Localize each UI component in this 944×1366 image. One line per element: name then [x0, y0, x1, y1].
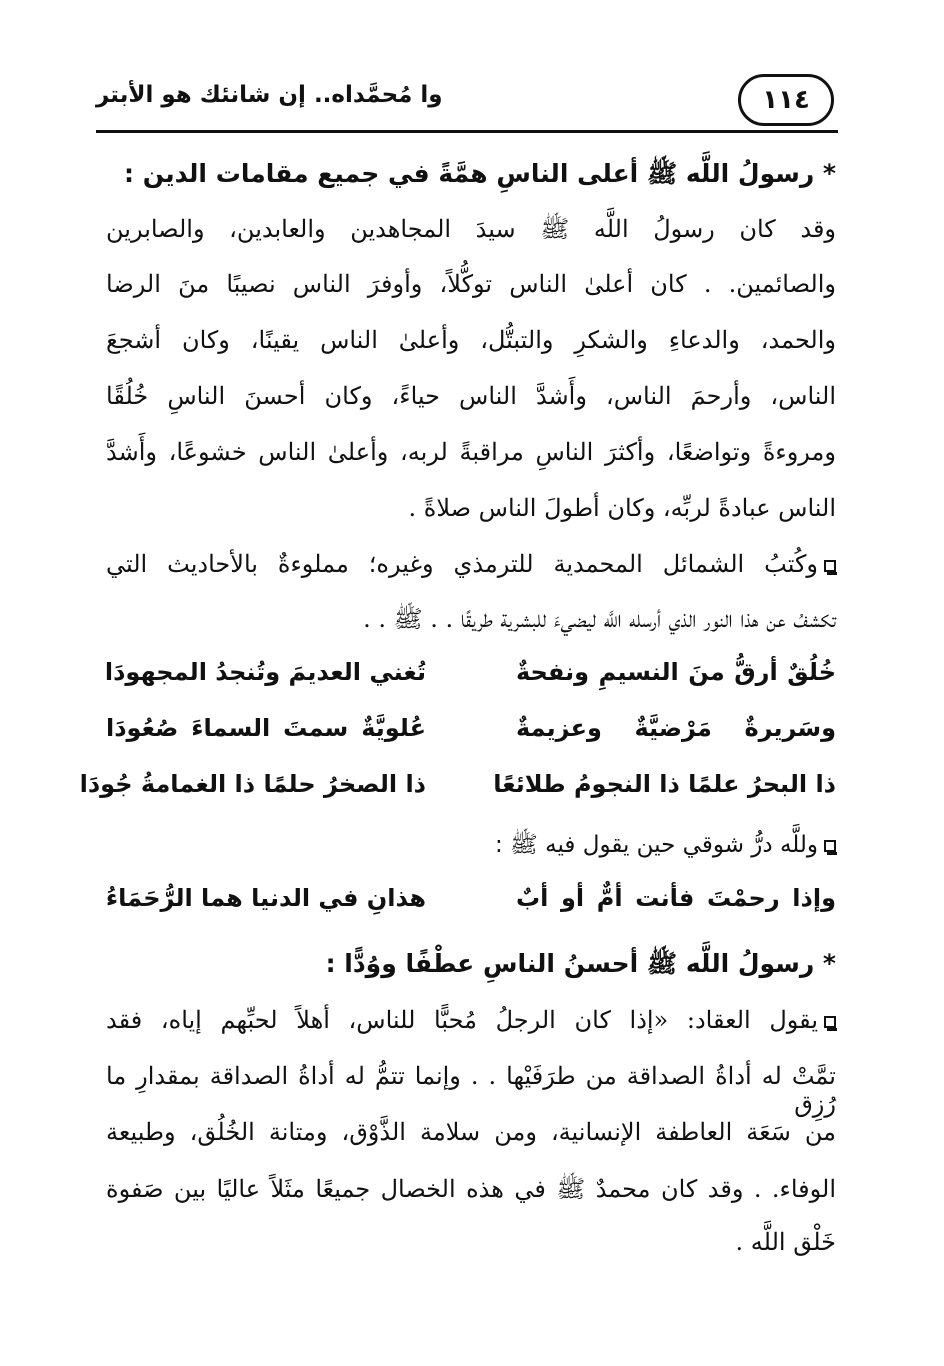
verse-second-hemistich: عُلويَّةٌ سمتَ السماءَ صُعُودَا — [106, 714, 426, 742]
paragraph-line: وقد كان رسولُ اللَّه ﷺ سيدَ المجاهدين والعابدين، والصابرين — [106, 215, 836, 243]
bullet-icon — [824, 1016, 836, 1028]
section-heading: * رسولُ اللَّه ﷺ أحسنُ الناسِ عطْفًا ووُدًّا : — [325, 949, 836, 978]
paragraph-line: تكشفُ عن هذا النور الذي أرسله اللَّه ليضيءَ للبشرية طريقًا . . ﷺ . . — [363, 605, 836, 633]
quote-intro — [495, 830, 836, 864]
paragraph-line — [106, 1006, 836, 1034]
header-divider — [96, 130, 838, 133]
verse-line — [106, 658, 836, 706]
paragraph-line: الوفاء. . وقد كان محمدٌ ﷺ في هذه الخصال جميعًا مثَلاً عاليًا بين صَفوة — [106, 1175, 836, 1203]
paragraph-line: تمَّتْ له أداةُ الصداقة من طرَفَيْها . . وإنما تتمُّ له أداةُ الصداقة بمقدارِ ما رُزِق — [106, 1062, 836, 1118]
paragraph-line — [106, 550, 836, 578]
paragraph-line: الناس، وأرحمَ الناس، وأَشدَّ الناس حياءً، وكان أحسنَ الناسِ خُلُقًا — [106, 382, 836, 410]
running-title: وا مُحمَّداه.. إن شانئك هو الأبتر — [96, 82, 443, 108]
paragraph-line: خَلْق اللَّه . — [735, 1228, 836, 1256]
quote-intro-text: وللَّه درُّ شوقي حين يقول فيه ﷺ : — [495, 832, 818, 858]
verse-second-hemistich: تُغني العديمَ وتُنجدُ المجهودَا — [104, 658, 426, 686]
paragraph-line: والحمد، والدعاءِ والشكرِ والتبتُّل، وأعلىٰ الناس يقينًا، وكان أشجعَ — [106, 326, 836, 354]
paragraph-line: من سَعَة العاطفة الإنسانية، ومن سلامة الذَّوْق، ومتانة الخُلُق، وطبيعة — [106, 1118, 836, 1146]
paragraph-line: ومروءةً وتواضعًا، وأكثرَ الناسِ مراقبةً لربه، وأعلىٰ الناس خشوعًا، وأَشدَّ — [106, 438, 836, 466]
verse-second-hemistich: ذا الصخرُ حلمًا ذا الغمامةُ جُودَا — [79, 770, 426, 798]
bullet-icon — [824, 560, 836, 572]
verse-first-hemistich: وإذا رحمْتَ فأنت أمٌّ أو أبٌ — [516, 884, 836, 912]
verse-first-hemistich: خُلُقٌ أرقُّ منَ النسيمِ ونفحةٌ — [516, 658, 836, 686]
verse-first-hemistich: وسَريرةٌ مَرْضيَّةٌ وعزيمةٌ — [516, 714, 836, 742]
bullet-icon — [824, 840, 836, 852]
verse-line — [79, 770, 836, 818]
page-number-badge: ١١٤ — [738, 74, 834, 126]
paragraph-line: والصائمين. . كان أعلىٰ الناس توكُّلاً، وأوفرَ الناس نصيبًا منَ الرضا — [106, 270, 836, 298]
section-heading: * رسولُ اللَّه ﷺ أعلى الناسِ همَّةً في جميع مقامات الدين : — [124, 159, 836, 188]
paragraph-line: الناس عبادةً لربِّه، وكان أطولَ الناس صلاةً . — [408, 494, 836, 522]
paragraph-text: وكُتبُ الشمائل المحمدية للترمذي وغيره؛ مملوءةٌ بالأحاديث التي — [106, 550, 818, 578]
verse-second-hemistich: هذانِ في الدنيا هما الرُّحَمَاءُ — [105, 884, 426, 912]
verse-line — [106, 714, 836, 762]
paragraph-text: يقول العقاد: «إذا كان الرجلُ مُحبًّا للناس، أهلاً لحبِّهم إياه، فقد — [106, 1006, 818, 1034]
verse-first-hemistich: ذا البحرُ علمًا ذا النجومُ طلائعًا — [493, 770, 836, 798]
verse-line — [106, 884, 836, 932]
page-header — [96, 72, 838, 134]
